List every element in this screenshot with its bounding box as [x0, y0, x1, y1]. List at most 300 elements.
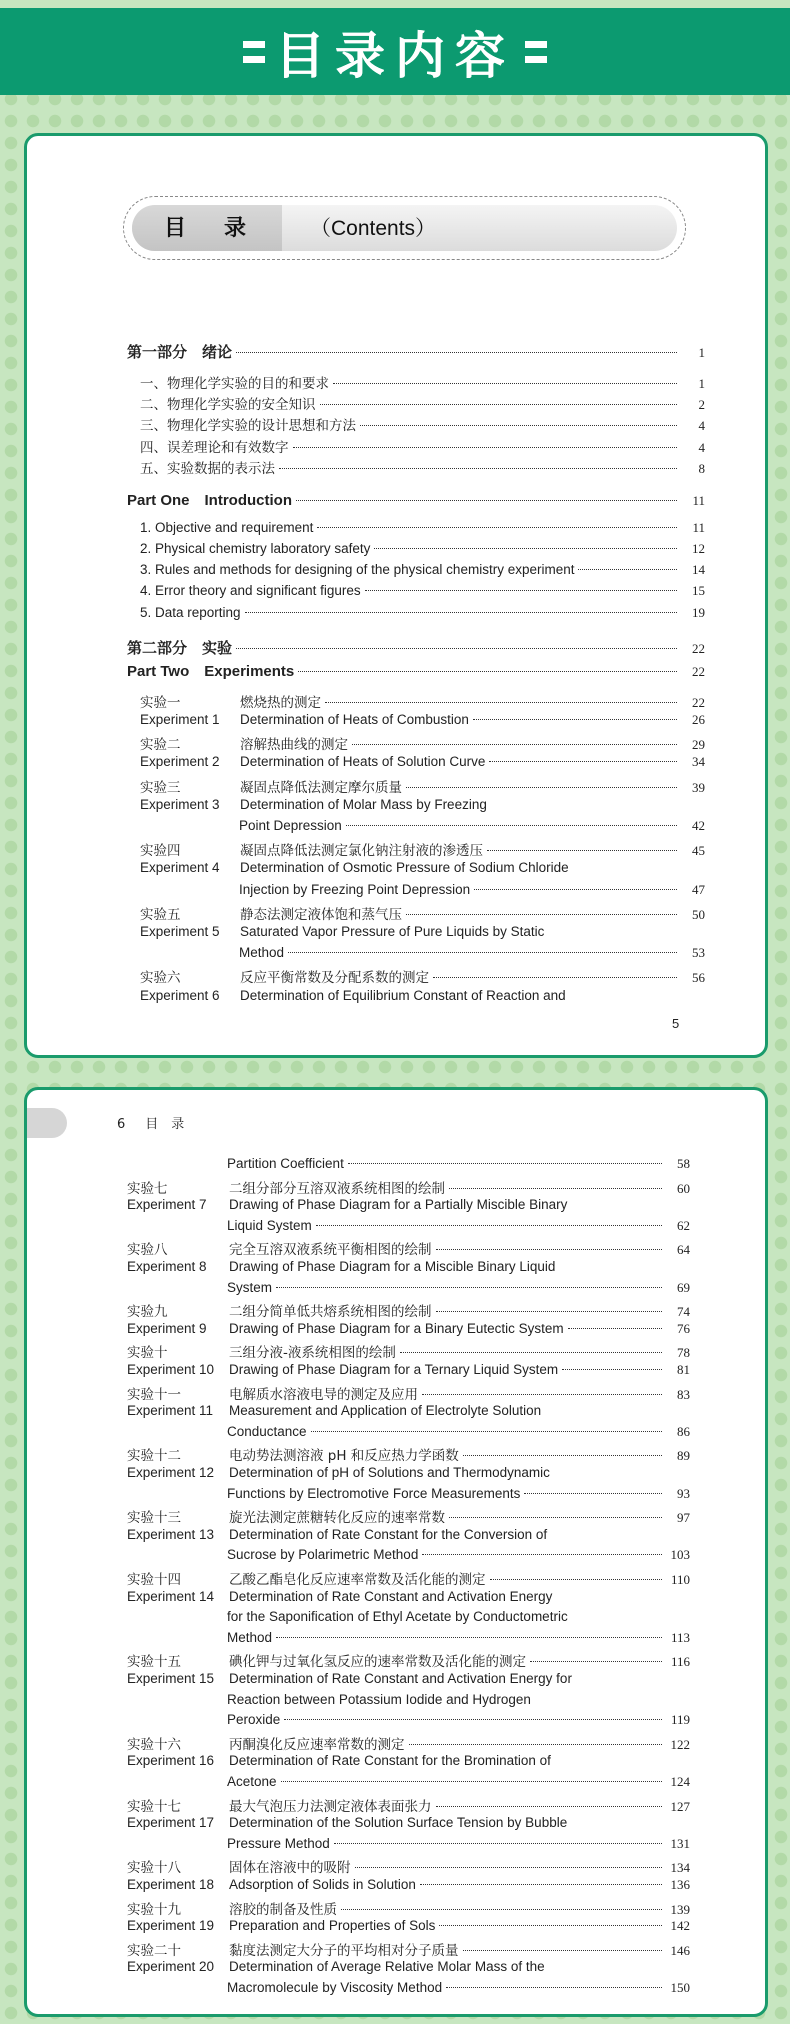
toc-entry [127, 1815, 690, 1830]
toc-entry-title: 完全互溶双液系统平衡相图的绘制 [229, 1242, 432, 1259]
toc-entry [127, 1177, 690, 1197]
toc-entry-title: Determination of Heats of Solution Curve [240, 754, 486, 770]
toc-page-number: 1 [698, 345, 705, 360]
toc-leader-dots [409, 1744, 663, 1745]
toc-page-number: 124 [670, 1774, 690, 1789]
toc-entry-label: 实验十五 [127, 1654, 181, 1671]
toc-entry-label: Experiment 10 [127, 1362, 215, 1377]
toc-page-number: 19 [692, 604, 705, 620]
toc-page-number: 11 [692, 519, 705, 535]
toc-page-number: 86 [677, 1423, 690, 1439]
toc-entry [127, 1403, 690, 1418]
toc-leader-dots [463, 1455, 662, 1456]
banner [0, 8, 790, 95]
banner-right-bars [525, 41, 547, 63]
toc-leader-dots [288, 952, 677, 953]
toc-entry-title: Determination of Osmotic Pressure of Sodium Chloride [240, 860, 569, 876]
toc-entry-title: 碘化钾与过氧化氢反应的速率常数及活化能的测定 [229, 1654, 526, 1671]
toc-entry [127, 372, 705, 392]
toc-entry [127, 1444, 690, 1464]
toc-entry [127, 691, 705, 711]
toc-entry-title: Reaction between Potassium Iodide and Hydrogen [227, 1691, 531, 1707]
toc-page-number: 81 [677, 1362, 690, 1377]
toc-entry [127, 393, 705, 413]
toc-entry-title: 一、物理化学实验的目的和要求 [140, 376, 329, 392]
toc-entry [127, 1918, 690, 1934]
toc-leader-dots [562, 1369, 662, 1370]
toc-page-number: 22 [692, 663, 705, 679]
toc-entry-title: Method [227, 1629, 273, 1645]
toc-entry [127, 1712, 690, 1728]
toc-entry [127, 903, 705, 923]
toc-entry [127, 1795, 690, 1815]
toc-leader-dots [236, 352, 677, 353]
toc-entry [127, 1774, 690, 1790]
toc-entry-title: Sucrose by Polarimetric Method [227, 1547, 419, 1563]
toc-entry [127, 1733, 690, 1753]
toc-entry-label: 实验五 [140, 906, 181, 923]
toc-entry-label: Experiment 8 [127, 1259, 207, 1274]
toc-leader-dots [449, 1188, 662, 1189]
toc-entry-title: 第一部分 绪论 [127, 343, 233, 361]
toc-entry [127, 414, 705, 434]
top-strip [0, 0, 790, 8]
toc-entry-label: 实验八 [127, 1242, 168, 1259]
toc-leader-dots [490, 1579, 663, 1580]
toc-entry-title: 溶解热曲线的测定 [240, 737, 348, 754]
toc-page-number: 14 [692, 562, 705, 578]
toc-leader-dots [433, 977, 677, 978]
toc-entry [127, 1671, 690, 1686]
toc-entry-label: 实验十六 [127, 1736, 181, 1753]
toc-entry-title: for the Saponification of Ethyl Acetate by Conductometric [227, 1609, 568, 1625]
toc-leader-dots [473, 719, 677, 720]
toc-leader-dots [420, 1884, 662, 1885]
toc-entry [127, 818, 705, 834]
toc-page-number: 50 [692, 906, 705, 922]
toc-entry-label: 实验二十 [127, 1942, 181, 1959]
toc-page-number: 26 [692, 712, 705, 727]
toc-entry-title: 静态法测定液体饱和蒸气压 [240, 906, 402, 923]
toc-page-number: 142 [670, 1918, 690, 1934]
toc-leader-dots [436, 1311, 663, 1312]
contents-heading-zh: 目录 [164, 216, 285, 241]
toc-entry [127, 1547, 690, 1563]
banner-title-text: 目录内容 [275, 26, 515, 85]
toc-entry-title: Determination of Equilibrium Constant of Reaction and [240, 987, 566, 1003]
running-head-number: 6 [117, 1117, 126, 1132]
toc-entry-title: Determination of Heats of Combustion [240, 712, 469, 727]
toc-entry-label: 实验六 [140, 970, 181, 987]
toc-entry-title: 凝固点降低法测定氯化钠注射液的渗透压 [240, 843, 483, 860]
toc-entry-title: 丙酮溴化反应速率常数的测定 [229, 1736, 405, 1753]
toc-entry-label: Experiment 4 [140, 860, 220, 876]
toc-entry-title: 四、误差理论和有效数字 [140, 439, 289, 456]
toc-entry [127, 1424, 690, 1440]
page-6 [24, 1087, 768, 2017]
toc-leader-dots [334, 1843, 662, 1844]
toc-leader-dots [406, 914, 677, 915]
toc-entry [127, 1341, 690, 1361]
toc-entry-label: 实验十八 [127, 1860, 181, 1877]
toc-entry-title: 三组分液-液系统相图的绘制 [229, 1345, 396, 1362]
toc-entry [127, 776, 705, 796]
toc-entry [127, 733, 705, 753]
page-number: 5 [672, 1016, 680, 1031]
toc-page-number: 58 [677, 1156, 690, 1171]
toc-entry [127, 1362, 690, 1378]
contents-heading [123, 196, 686, 260]
toc-page-number: 131 [670, 1835, 690, 1851]
toc-entry-title: Determination of Rate Constant for the Bromination of [229, 1753, 551, 1769]
page-5 [24, 133, 768, 1058]
toc-leader-dots [311, 1431, 662, 1432]
toc-page-number: 93 [677, 1485, 690, 1501]
toc-leader-dots [360, 425, 677, 426]
banner-left-bars [243, 41, 265, 63]
toc-page-number: 116 [670, 1654, 690, 1670]
toc-entry-title: 五、实验数据的表示法 [140, 460, 275, 477]
toc-leader-dots [422, 1394, 662, 1395]
toc-leader-dots [400, 1352, 662, 1353]
toc-leader-dots [333, 383, 677, 384]
toc-entry-label: Experiment 15 [127, 1671, 215, 1686]
toc-leader-dots [568, 1328, 662, 1329]
toc-entry-title: Acetone [227, 1774, 277, 1789]
toc-page-number: 42 [692, 818, 705, 833]
toc-entry-label: Experiment 14 [127, 1588, 215, 1604]
toc-entry [127, 1589, 690, 1604]
toc-entry-title: Liquid System [227, 1217, 312, 1233]
toc-entry-title: 反应平衡常数及分配系数的测定 [240, 970, 429, 987]
toc-entry-label: 实验一 [140, 694, 181, 711]
toc-part-heading [127, 489, 705, 510]
toc-entry [127, 797, 705, 812]
toc-entry-title: 三、物理化学实验的设计思想和方法 [140, 418, 356, 435]
toc-leader-dots [276, 1287, 662, 1288]
toc-leader-dots [436, 1806, 663, 1807]
toc-entry-label: Experiment 16 [127, 1753, 215, 1769]
toc-leader-dots [487, 850, 677, 851]
toc-entry-label: 实验九 [127, 1304, 168, 1321]
toc-entry [127, 1980, 690, 1996]
toc-page-number: 134 [670, 1860, 690, 1876]
toc-entry-label: 实验十七 [127, 1798, 181, 1815]
toc-entry [127, 1321, 690, 1337]
toc-page-number: 1 [698, 376, 705, 391]
toc-entry [127, 1630, 690, 1646]
toc-leader-dots [320, 404, 678, 405]
toc-page-number: 4 [698, 418, 705, 434]
toc-page-number: 89 [677, 1448, 690, 1464]
toc-entry [127, 1959, 690, 1974]
toc-entry-title: Conductance [227, 1423, 307, 1439]
toc-leader-dots [341, 1909, 662, 1910]
toc-entry [127, 988, 705, 1003]
toc-entry [127, 520, 705, 536]
toc-entry-label: 实验十九 [127, 1901, 181, 1918]
toc-entry [127, 1692, 690, 1707]
toc-leader-dots [293, 447, 678, 448]
toc-page-number: 146 [670, 1942, 690, 1958]
toc-page-number: 53 [692, 945, 705, 961]
toc-page-number: 76 [677, 1320, 690, 1336]
toc-entry-title: 二、物理化学实验的安全知识 [140, 397, 316, 414]
toc-entry [127, 457, 705, 477]
banner-title [0, 8, 790, 95]
toc-entry-title: Drawing of Phase Diagram for a Ternary Liquid System [229, 1362, 559, 1377]
toc-leader-dots [474, 889, 677, 890]
toc-entry [127, 436, 705, 456]
toc-leader-dots [365, 590, 677, 591]
toc-page-number: 74 [677, 1304, 690, 1320]
toc-page-number: 64 [677, 1242, 690, 1258]
toc-page-number: 56 [692, 970, 705, 986]
toc-entry [127, 945, 705, 961]
toc-entry-title: Partition Coefficient [227, 1156, 344, 1171]
toc-entry-label: 实验十一 [127, 1386, 181, 1403]
toc-page-number: 113 [670, 1629, 690, 1645]
toc-entry-title: 电解质水溶液电导的测定及应用 [229, 1386, 418, 1403]
toc-entry [127, 1609, 690, 1624]
toc-entry-title: Pressure Method [227, 1835, 330, 1851]
toc-page-number: 103 [670, 1547, 690, 1563]
toc-entry-title: 2. Physical chemistry laboratory safety [140, 541, 371, 556]
toc-entry [127, 1259, 690, 1274]
toc-leader-dots [348, 1163, 662, 1164]
toc-entry [127, 1156, 690, 1172]
toc-entry-title: Method [239, 945, 285, 961]
toc-entry-title: Preparation and Properties of Sols [229, 1918, 436, 1934]
toc-entry-title: Determination of pH of Solutions and Thermodynamic [229, 1465, 550, 1480]
toc-entry [127, 1300, 690, 1320]
toc-entry-title: 旋光法测定蔗糖转化反应的速率常数 [229, 1510, 445, 1527]
toc-page-number: 34 [692, 754, 705, 770]
toc-entry-title: Part One Introduction [127, 491, 293, 509]
toc-leader-dots [245, 612, 677, 613]
toc-entry-title: 最大气泡压力法测定液体表面张力 [229, 1798, 432, 1815]
toc-entry-title: 固体在溶液中的吸附 [229, 1860, 351, 1877]
toc-entry [127, 1218, 690, 1234]
toc-part-heading [127, 637, 705, 658]
toc-entry [127, 839, 705, 859]
toc-entry-title: 1. Objective and requirement [140, 519, 314, 535]
toc-entry [127, 583, 705, 599]
toc-entry [127, 1465, 690, 1480]
toc-entry [127, 1506, 690, 1526]
toc-leader-dots [530, 1661, 662, 1662]
toc-entry [127, 882, 705, 898]
toc-entry-title: 3. Rules and methods for designing of the physical chemistry experiment [140, 562, 575, 578]
toc-page-number: 2 [698, 397, 705, 413]
toc-leader-dots [449, 1517, 662, 1518]
toc-entry-label: Experiment 18 [127, 1877, 215, 1892]
toc-entry-title: Determination of Rate Constant and Activation Energy for [229, 1671, 572, 1686]
toc-entry-label: 实验十 [127, 1345, 168, 1362]
toc-entry [127, 1383, 690, 1403]
toc-entry-title: Macromolecule by Viscosity Method [227, 1980, 443, 1995]
toc-entry-label: Experiment 12 [127, 1465, 215, 1480]
toc-leader-dots [422, 1554, 662, 1555]
toc-entry-label: Experiment 6 [140, 987, 220, 1003]
toc-entry-title: Determination of Molar Mass by Freezing [240, 796, 487, 812]
toc-entry-label: 实验十二 [127, 1448, 181, 1465]
toc-entry-label: Experiment 3 [140, 796, 220, 812]
toc-leader-dots [524, 1493, 662, 1494]
toc-page-number: 47 [692, 881, 705, 897]
toc-leader-dots [298, 671, 677, 672]
toc-page-number: 78 [677, 1345, 690, 1361]
toc-entry-title: 乙酸乙酯皂化反应速率常数及活化能的测定 [229, 1572, 486, 1588]
toc-entry-label: Experiment 11 [127, 1403, 214, 1419]
toc-entry-label: Experiment 20 [127, 1959, 215, 1975]
toc-entry-title: Drawing of Phase Diagram for a Binary Eutectic System [229, 1320, 564, 1336]
toc-entry [127, 1568, 690, 1588]
toc-leader-dots [276, 1637, 662, 1638]
toc-leader-dots [446, 1987, 662, 1988]
toc-page-number: 83 [677, 1386, 690, 1402]
page-tab [27, 1108, 67, 1138]
toc-leader-dots [436, 1249, 663, 1250]
toc-entry-title: Peroxide [227, 1712, 281, 1728]
toc-entry [127, 1280, 690, 1296]
toc-entry-title: Saturated Vapor Pressure of Pure Liquids by Static [240, 924, 545, 939]
toc-leader-dots [236, 648, 677, 649]
toc-leader-dots [489, 761, 677, 762]
toc-page-number: 119 [670, 1712, 690, 1728]
toc-entry-title: 黏度法测定大分子的平均相对分子质量 [229, 1942, 459, 1959]
toc-part-heading [127, 660, 705, 681]
toc-entry [127, 1527, 690, 1542]
toc-page-number: 22 [692, 640, 705, 656]
toc-entry-title: 二组分部分互溶双液系统相图的绘制 [229, 1180, 445, 1197]
toc-page-number: 45 [692, 843, 705, 859]
toc-entry-label: 实验四 [140, 843, 181, 860]
toc-entry-title: Determination of Average Relative Molar Mass of the [229, 1959, 545, 1975]
toc-leader-dots [317, 527, 677, 528]
toc-page-number: 62 [677, 1217, 690, 1233]
toc-page-number: 15 [692, 583, 705, 599]
toc-leader-dots [355, 1867, 663, 1868]
toc-entry-title: Drawing of Phase Diagram for a Miscible Binary Liquid [229, 1259, 556, 1274]
toc-entry [127, 541, 705, 557]
toc-entry-title: Measurement and Application of Electrolyte Solution [229, 1403, 542, 1419]
toc-leader-dots [374, 548, 677, 549]
toc-leader-dots [346, 825, 677, 826]
toc-entry-label: 实验七 [127, 1180, 168, 1197]
toc-page-number: 150 [670, 1980, 690, 1995]
toc-entry-label: Experiment 5 [140, 924, 220, 939]
toc-entry [127, 1836, 690, 1852]
toc-page-number: 12 [692, 541, 705, 556]
toc-entry [127, 562, 705, 578]
toc-entry-title: Determination of the Solution Surface Tension by Bubble [229, 1815, 568, 1831]
toc-entry-label: 实验十四 [127, 1572, 181, 1588]
toc-entry [127, 1753, 690, 1768]
toc-entry-title: Determination of Rate Constant for the Conversion of [229, 1526, 548, 1542]
toc-entry [127, 860, 705, 875]
toc-entry-title: 凝固点降低法测定摩尔质量 [240, 779, 402, 796]
toc-leader-dots [316, 1225, 662, 1226]
toc-page-number: 127 [670, 1798, 690, 1814]
toc-leader-dots [406, 787, 677, 788]
toc-entry [127, 605, 705, 621]
toc-entry [127, 924, 705, 939]
toc-entry-label: Experiment 13 [127, 1526, 215, 1542]
running-head-title: 目 录 [145, 1117, 185, 1132]
toc-entry-label: 实验二 [140, 737, 181, 754]
toc-leader-dots [296, 500, 677, 501]
toc-entry [127, 1939, 690, 1959]
toc-entry-title: 第二部分 实验 [127, 638, 233, 657]
toc-entry-title: System [227, 1279, 273, 1295]
toc-entry-title: 燃烧热的测定 [240, 694, 321, 711]
contents-heading-en: （Contents） [310, 217, 437, 240]
toc-entry-title: 4. Error theory and significant figures [140, 583, 361, 599]
toc-leader-dots [281, 1781, 662, 1782]
toc-page-number: 69 [677, 1279, 690, 1295]
toc-entry-title: Determination of Rate Constant and Activation Energy [229, 1588, 553, 1604]
toc-leader-dots [279, 468, 677, 469]
toc-entry-label: 实验十三 [127, 1510, 181, 1527]
toc-entry-title: Functions by Electromotive Force Measurements [227, 1485, 521, 1501]
toc-entry-label: Experiment 1 [140, 712, 220, 727]
toc-entry [127, 754, 705, 770]
toc-entry-label: Experiment 7 [127, 1197, 207, 1213]
toc-entry-title: Injection by Freezing Point Depression [239, 881, 471, 897]
toc-entry [127, 966, 705, 986]
toc-entry-label: Experiment 17 [127, 1815, 215, 1831]
toc-entry-title: 5. Data reporting [140, 604, 241, 620]
toc-page-number: 11 [692, 492, 705, 508]
toc-page-number: 60 [677, 1180, 690, 1196]
toc-page-number: 122 [670, 1736, 690, 1752]
toc-leader-dots [284, 1719, 662, 1720]
toc-page-number: 110 [670, 1572, 690, 1587]
toc-entry-title: 电动势法测溶液 pH 和反应热力学函数 [229, 1448, 459, 1465]
toc-page-number: 97 [677, 1510, 690, 1526]
toc-entry-title: Point Depression [239, 818, 342, 833]
toc-entry-title: Drawing of Phase Diagram for a Partially Miscible Binary [229, 1197, 568, 1213]
toc-entry [127, 1877, 690, 1893]
toc-leader-dots [578, 569, 677, 570]
toc-entry [127, 712, 705, 728]
toc-entry [127, 1486, 690, 1502]
toc-page-number: 22 [692, 694, 705, 710]
toc-leader-dots [325, 702, 677, 703]
toc-entry [127, 1898, 690, 1918]
toc-entry-title: Adsorption of Solids in Solution [229, 1877, 416, 1892]
toc-entry-label: Experiment 19 [127, 1918, 215, 1934]
toc-entry-title: Part Two Experiments [127, 662, 295, 680]
toc-page-number: 29 [692, 737, 705, 753]
toc-leader-dots [463, 1950, 663, 1951]
toc-page-number: 8 [698, 460, 705, 476]
toc-page-number: 4 [698, 439, 705, 455]
toc-entry [127, 1197, 690, 1212]
toc-entry-title: 溶胶的制备及性质 [229, 1901, 337, 1918]
toc-entry-title: 二组分简单低共熔系统相图的绘制 [229, 1304, 432, 1321]
toc-leader-dots [439, 1925, 662, 1926]
toc-leader-dots [352, 744, 677, 745]
running-head [117, 1113, 204, 1132]
toc-part-heading [127, 341, 705, 362]
toc-entry-label: 实验三 [140, 779, 181, 796]
toc-entry-label: Experiment 2 [140, 754, 220, 770]
toc-page-number: 39 [692, 779, 705, 795]
toc-page-number: 139 [670, 1901, 690, 1917]
toc-entry-label: Experiment 9 [127, 1320, 207, 1336]
